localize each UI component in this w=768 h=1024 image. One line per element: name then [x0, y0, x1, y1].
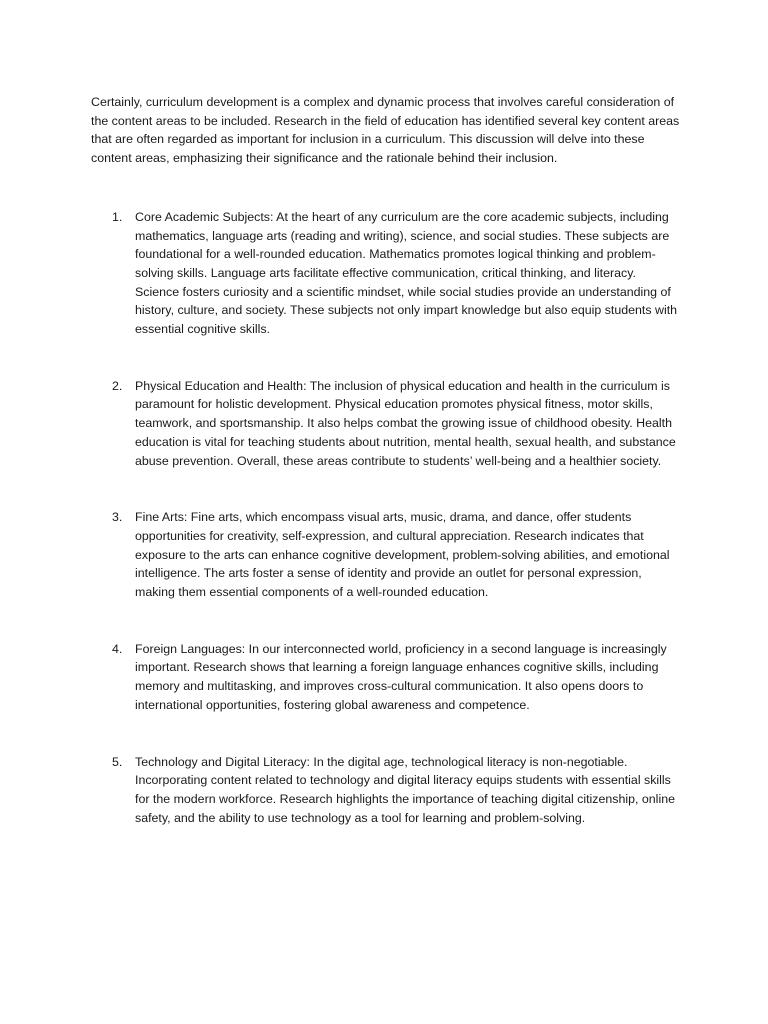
list-item-number: 4. [112, 641, 123, 656]
list-item-text: Foreign Languages: In our interconnected world, proficiency in a second language is increasingly important. Research shows that learning a foreign language enhances cognitive skills, including memory and multitasking, and improves cross-cultural communication. It also opens doors to international opportunities, fostering global awareness and competence. [135, 641, 667, 712]
list-item [91, 208, 680, 339]
list-item-number: 5. [112, 754, 123, 769]
content-area-list [91, 208, 680, 828]
list-item-text: Technology and Digital Literacy: In the digital age, technological literacy is non-negotiable. Incorporating content related to technology and digital literacy equips students with essential skills for the modern workforce. Research highlights the importance of teaching digital citizenship, online safety, and the ability to use technology as a tool for learning and problem-solving. [135, 754, 675, 825]
list-item [91, 377, 680, 471]
intro-paragraph: Certainly, curriculum development is a complex and dynamic process that involves careful consideration of the content areas to be included. Research in the field of education has identified several key content areas that are often regarded as important for inclusion in a curriculum. This discussion will delve into these content areas, emphasizing their significance and the rationale behind their inclusion. [91, 95, 680, 166]
list-item-text: Physical Education and Health: The inclusion of physical education and health in the curriculum is paramount for holistic development. Physical education promotes physical fitness, motor skills, teamwork, and sportsmanship. It also helps combat the growing issue of childhood obesity. Health education is vital for teaching students about nutrition, mental health, sexual health, and substance abuse prevention. Overall, these areas contribute to students’ well-being and a healthier society. [135, 378, 676, 468]
list-item-number: 1. [112, 209, 123, 224]
list-item [91, 640, 680, 715]
list-item-text: Core Academic Subjects: At the heart of any curriculum are the core academic subjects, including mathematics, language arts (reading and writing), science, and social studies. These subjects are foundational for a well-rounded education. Mathematics promotes logical thinking and problem-solving skills. Language arts facilitate effective communication, critical thinking, and literacy. Science fosters curiosity and a scientific mindset, while social studies provide an understanding of history, culture, and society. These subjects not only impart knowledge but also equip students with essential cognitive skills. [135, 209, 678, 337]
list-item [91, 508, 680, 602]
list-item-number: 3. [112, 510, 123, 525]
list-item-number: 2. [112, 378, 123, 393]
list-item [91, 753, 680, 828]
list-item-text: Fine Arts: Fine arts, which encompass visual arts, music, drama, and dance, offer students opportunities for creativity, self-expression, and cultural appreciation. Research indicates that exposure to the arts can enhance cognitive development, problem-solving abilities, and emotional intelligence. The arts foster a sense of identity and provide an outlet for personal expression, making them essential components of a well-rounded education. [135, 510, 670, 600]
